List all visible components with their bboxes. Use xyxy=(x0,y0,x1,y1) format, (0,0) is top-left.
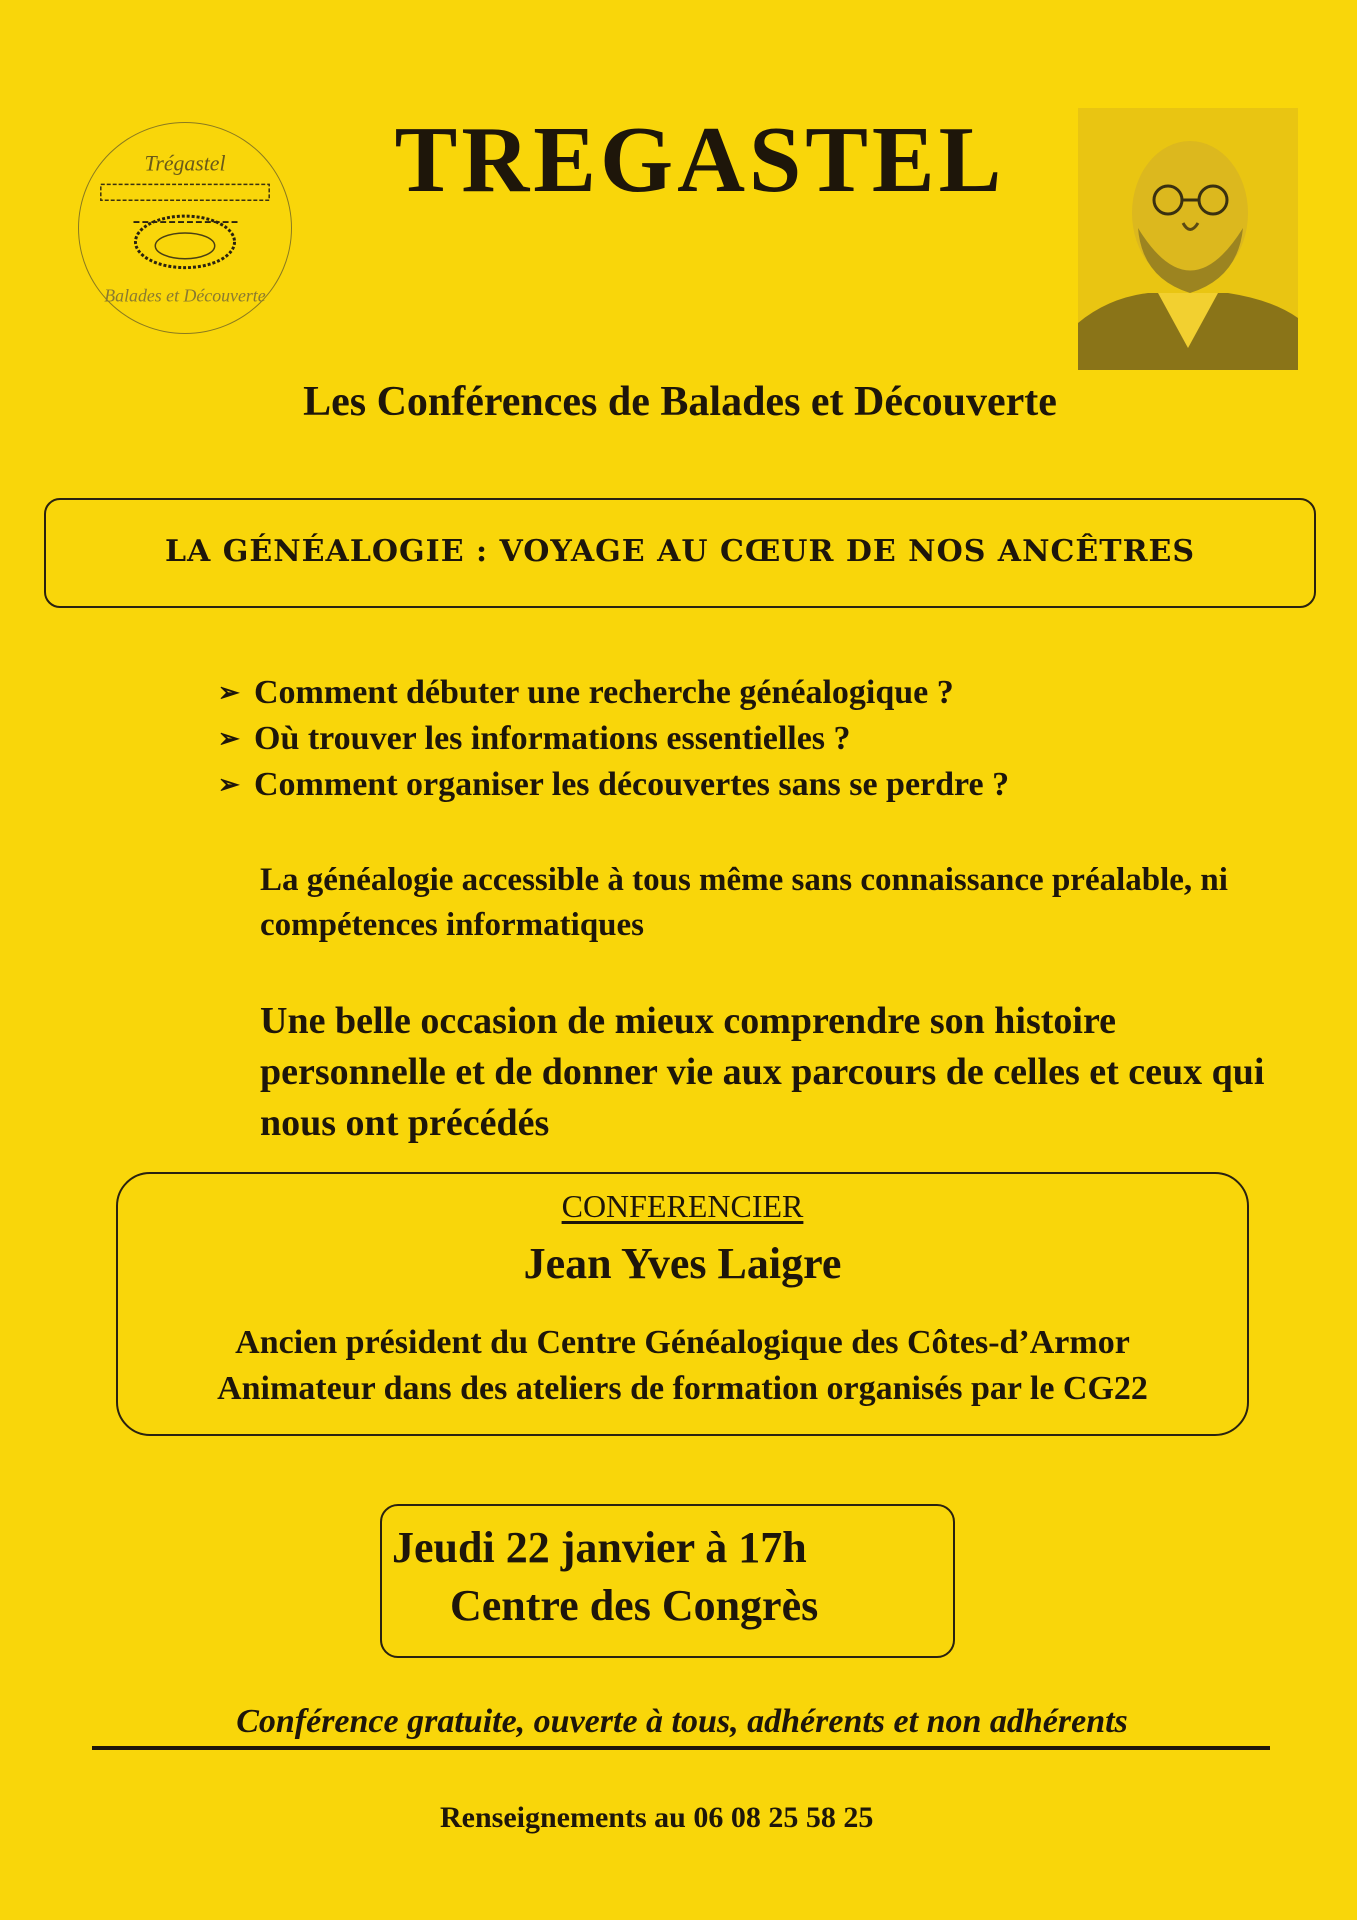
town-title: TREGASTEL xyxy=(394,108,1006,212)
free-admission-notice: Conférence gratuite, ouverte à tous, adhérents et non adhérents xyxy=(236,1703,1128,1740)
arrow-bullet-icon: ➢ xyxy=(218,678,240,707)
arrow-bullet-icon: ➢ xyxy=(218,724,240,753)
list-item xyxy=(218,716,1168,762)
speaker-bio-line-1: Ancien président du Centre Généalogique des Côtes-d’Armor xyxy=(235,1324,1130,1361)
question-list xyxy=(218,670,1168,808)
speaker-name: Jean Yves Laigre xyxy=(523,1239,842,1288)
svg-text:Balades et Découverte: Balades et Découverte xyxy=(104,285,266,306)
association-logo-icon xyxy=(79,123,291,333)
occasion-paragraph: Une belle occasion de mieux comprendre son histoire personnelle et de donner vie aux parcours de celles et ceux qui nous ont précédés xyxy=(260,1000,1265,1144)
speaker-bio-line-2: Animateur dans des ateliers de formation organisés par le CG22 xyxy=(217,1370,1148,1407)
svg-text:Trégastel: Trégastel xyxy=(144,151,226,176)
conference-topic: LA GÉNÉALOGIE : VOYAGE AU CŒUR DE NOS ANCÊTRES xyxy=(164,534,1196,569)
event-date-time: Jeudi 22 janvier à 17h xyxy=(392,1523,807,1572)
arrow-bullet-icon: ➢ xyxy=(218,770,240,799)
speaker-heading xyxy=(116,1186,1249,1226)
list-item xyxy=(218,762,1168,808)
speaker-heading-text: CONFERENCIER xyxy=(561,1188,804,1224)
list-item xyxy=(218,670,1168,716)
event-venue: Centre des Congrès xyxy=(450,1581,819,1630)
question-text: Comment organiser les découvertes sans se perdre ? xyxy=(254,766,1010,803)
speaker-portrait-icon xyxy=(1078,108,1298,370)
accessibility-paragraph: La généalogie accessible à tous même sans connaissance préalable, ni compétences informatiques xyxy=(260,862,1228,943)
association-logo xyxy=(78,122,292,334)
notice-underline xyxy=(92,1746,1270,1750)
series-subtitle: Les Conférences de Balades et Découverte xyxy=(303,379,1057,425)
contact-info: Renseignements au 06 08 25 58 25 xyxy=(440,1801,874,1834)
speaker-photo xyxy=(1078,108,1298,370)
question-text: Comment débuter une recherche généalogique ? xyxy=(254,674,954,711)
question-text: Où trouver les informations essentielles ? xyxy=(254,720,851,757)
